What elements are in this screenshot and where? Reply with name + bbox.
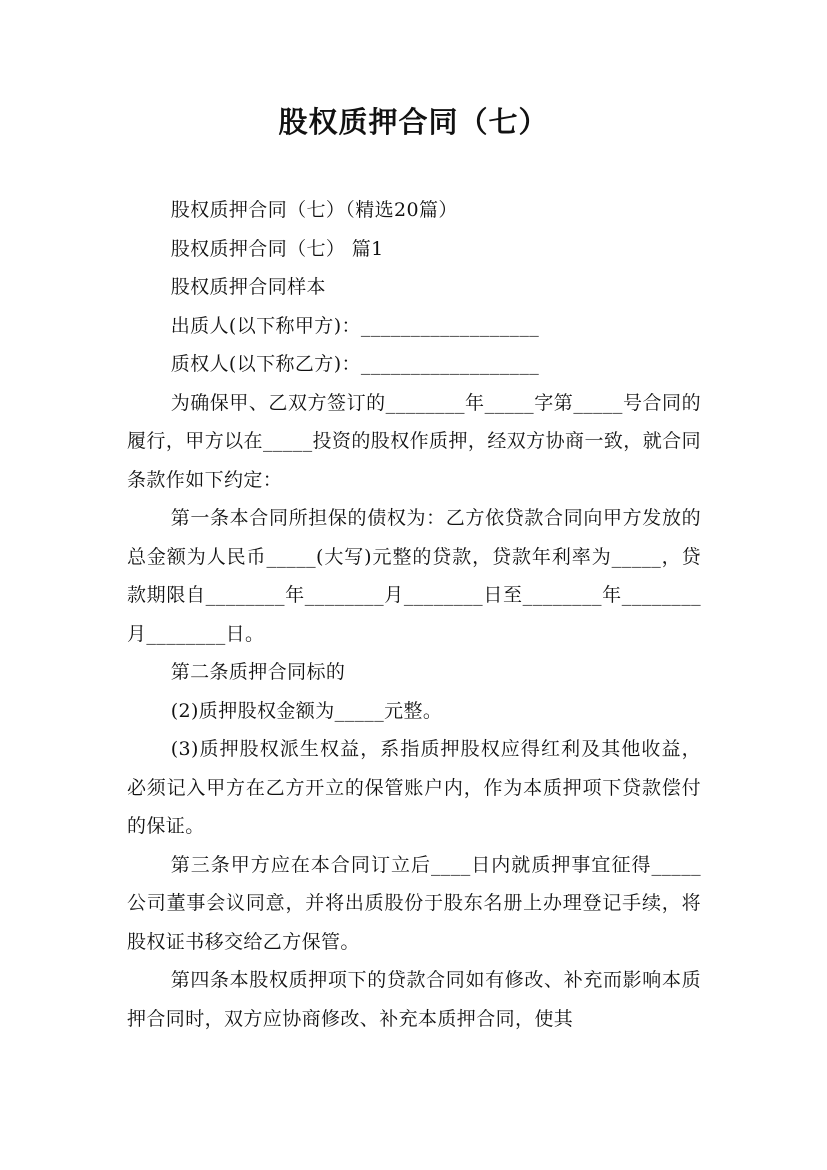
document-title: 股权质押合同（七） [278,105,549,139]
paragraph-article-2-item-2: (2)质押股权金额为_____元整。 [170,699,443,722]
paragraph-article-2-item-3: (3)质押股权派生权益，系指质押股权应得红利及其他收益，必须记入甲方在乙方开立的保管账户内，作为本质押项下贷款偿付的保证。 [127,738,701,837]
paragraph-preamble: 为确保甲、乙双方签订的________年_____字第_____号合同的履行，甲方以在_____投资的股权作质押，经双方协商一致，就合同条款作如下约定： [127,391,701,491]
paragraph-sample-heading: 股权质押合同样本 [170,276,326,298]
paragraph-pledgor: 出质人(以下称甲方)：__________________ [170,314,540,337]
paragraph-pledgee: 质权人(以下称乙方)：__________________ [170,353,540,375]
paragraph-section-heading: 股权质押合同（七） 篇1 [170,237,384,260]
document-body [127,191,701,1038]
paragraph-subtitle: 股权质押合同（七）（精选20篇） [170,199,458,221]
paragraph-article-4: 第四条本股权质押项下的贷款合同如有修改、补充而影响本质押合同时，双方应协商修改、补充本质押合同，使其 [127,969,701,1030]
paragraph-article-2: 第二条质押合同标的 [170,661,346,683]
paragraph-article-3: 第三条甲方应在本合同订立后____日内就质押事宜征得_____公司董事会议同意，并将出质股份于股东名册上办理登记手续，将股权证书移交给乙方保管。 [127,853,701,953]
paragraph-article-1: 第一条本合同所担保的债权为：乙方依贷款合同向甲方发放的总金额为人民币_____(大写)元整的贷款，贷款年利率为_____，贷款期限自________年________月________日至________年________月________日。 [127,507,701,645]
